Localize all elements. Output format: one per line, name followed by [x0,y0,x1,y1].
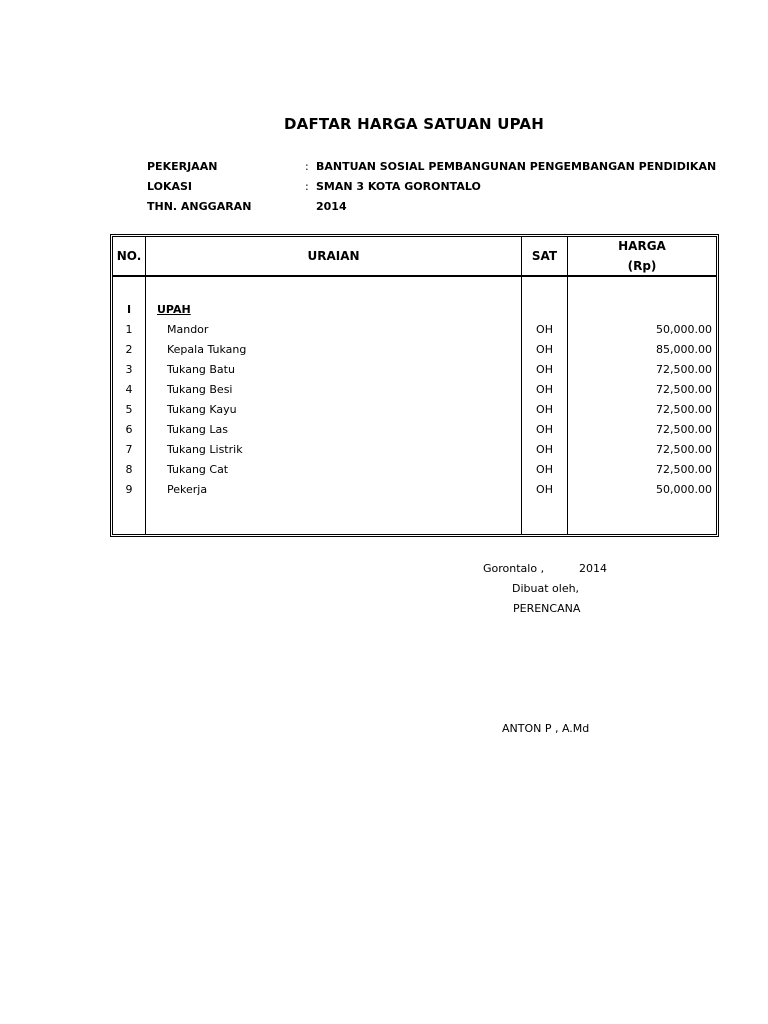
row-harga: 50,000.00 [656,483,712,496]
row-sat: OH [536,483,553,496]
header-divider [113,275,716,277]
row-uraian: Tukang Cat [167,463,229,476]
row-no: 1 [125,323,133,336]
row-harga: 72,500.00 [656,403,712,416]
header-harga: HARGA [618,239,666,253]
meta-label: THN. ANGGARAN [147,200,252,213]
row-uraian: Tukang Besi [167,383,233,396]
signature-year: 2014 [579,562,607,575]
row-uraian: Tukang Kayu [167,403,237,416]
row-no: 3 [125,363,133,376]
row-no: 5 [125,403,133,416]
signature-name: ANTON P , A.Md [502,722,590,735]
row-harga: 72,500.00 [656,443,712,456]
header-uraian: URAIAN [307,249,360,263]
row-uraian: Pekerja [167,483,208,496]
row-no: 8 [125,463,133,476]
row-uraian: Kepala Tukang [167,343,247,356]
row-harga: 50,000.00 [656,323,712,336]
section-number: I [126,303,132,316]
price-table [110,234,719,537]
document-title: DAFTAR HARGA SATUAN UPAH [284,115,544,133]
meta-value: 2014 [316,200,347,213]
column-divider [145,237,146,534]
signature-place: Gorontalo , [483,562,545,575]
row-harga: 72,500.00 [656,363,712,376]
header-sat: SAT [531,249,558,263]
row-harga: 72,500.00 [656,423,712,436]
header-no: NO. [116,249,142,263]
header-harga-unit: (Rp) [627,259,657,273]
row-sat: OH [536,463,553,476]
row-harga: 85,000.00 [656,343,712,356]
row-no: 6 [125,423,133,436]
row-sat: OH [536,423,553,436]
section-label: UPAH [157,303,191,316]
meta-colon: : [305,180,309,193]
row-no: 2 [125,343,133,356]
row-sat: OH [536,363,553,376]
row-harga: 72,500.00 [656,463,712,476]
meta-label: PEKERJAAN [147,160,218,173]
row-uraian: Tukang Las [167,423,228,436]
meta-colon: : [305,160,309,173]
row-no: 9 [125,483,133,496]
signature-role: PERENCANA [513,602,581,615]
row-sat: OH [536,323,553,336]
row-no: 7 [125,443,133,456]
row-sat: OH [536,443,553,456]
meta-label: LOKASI [147,180,193,193]
meta-value: BANTUAN SOSIAL PEMBANGUNAN PENGEMBANGAN PENDIDIKAN [316,160,717,173]
row-uraian: Tukang Batu [167,363,235,376]
signature-made-by: Dibuat oleh, [512,582,580,595]
row-no: 4 [125,383,133,396]
row-sat: OH [536,383,553,396]
row-sat: OH [536,403,553,416]
meta-value: SMAN 3 KOTA GORONTALO [316,180,481,193]
row-harga: 72,500.00 [656,383,712,396]
row-uraian: Tukang Listrik [167,443,243,456]
row-sat: OH [536,343,553,356]
row-uraian: Mandor [167,323,209,336]
